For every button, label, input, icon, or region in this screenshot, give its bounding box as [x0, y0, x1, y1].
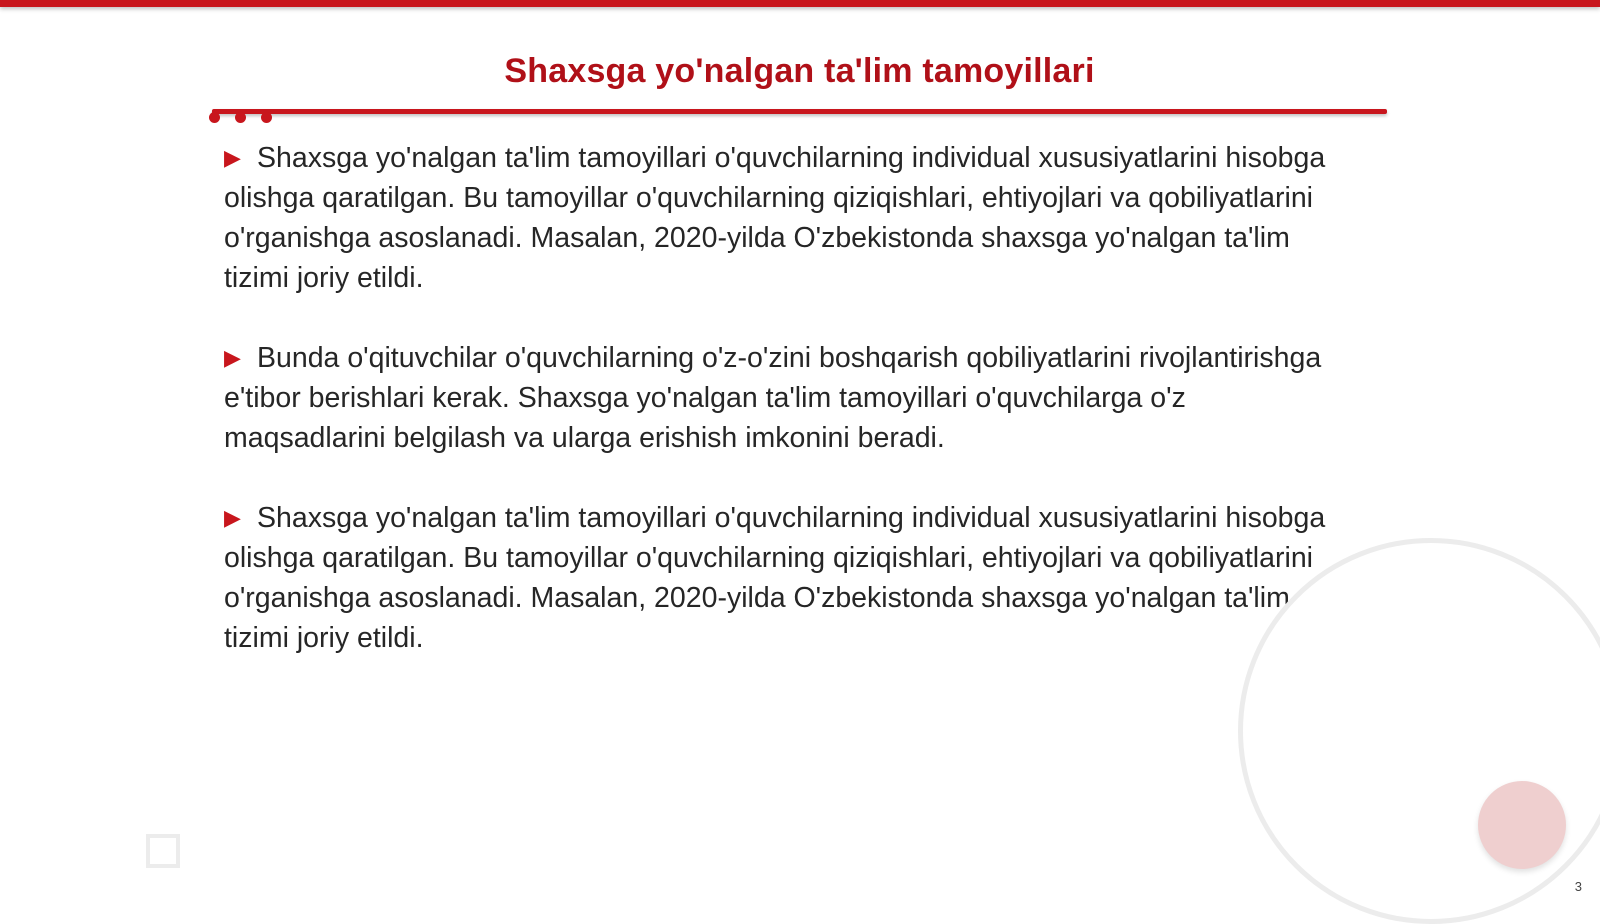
- decorative-pink-circle: [1478, 781, 1566, 869]
- paragraph-text: Shaxsga yo'nalgan ta'lim tamoyillari o'quvchilarning individual xususiyatlarini hisobga olishga qaratilgan. Bu tamoyillar o'quvchilarning qiziqishlari, ehtiyojlari va qobiliyatlarini o'rganishga asoslanadi. Masalan, 2020-yilda O'zbekistonda shaxsga yo'nalgan ta'lim tizimi joriy etildi.: [224, 142, 1326, 294]
- decorative-ring: [1238, 538, 1600, 924]
- paragraph-text: Shaxsga yo'nalgan ta'lim tamoyillari o'quvchilarning individual xususiyatlarini hisobga olishga qaratilgan. Bu tamoyillar o'quvchilarning qiziqishlari, ehtiyojlari va qobiliyatlarini o'rganishga asoslanadi. Masalan, 2020-yilda O'zbekistonda shaxsga yo'nalgan ta'lim tizimi joriy etildi.: [224, 502, 1326, 654]
- bullet-paragraph: [224, 338, 1334, 458]
- title-underline: [212, 109, 1387, 114]
- paragraph-text: Bunda o'qituvchilar o'quvchilarning o'z-o'zini boshqarish qobiliyatlarini rivojlantirishga e'tibor berishlari kerak. Shaxsga yo'nalgan ta'lim tamoyillari o'quvchilarga o'z maqsadlarini belgilash va ularga erishish imkonini beradi.: [224, 342, 1322, 454]
- bullet-arrow-icon: ▶: [224, 145, 241, 170]
- top-accent-bar: [0, 0, 1600, 7]
- page-number: 3: [1574, 879, 1582, 894]
- bullet-arrow-icon: ▶: [224, 505, 241, 530]
- decorative-square: [146, 834, 180, 868]
- bullet-paragraph: [224, 498, 1334, 658]
- bullet-arrow-icon: ▶: [224, 345, 241, 370]
- slide-body: [224, 138, 1334, 698]
- decorative-dot: [235, 112, 246, 123]
- decorative-dot: [209, 112, 220, 123]
- decorative-dot: [261, 112, 272, 123]
- bullet-paragraph: [224, 138, 1334, 298]
- slide-title: Shaxsga yo'nalgan ta'lim tamoyillari: [504, 52, 1095, 90]
